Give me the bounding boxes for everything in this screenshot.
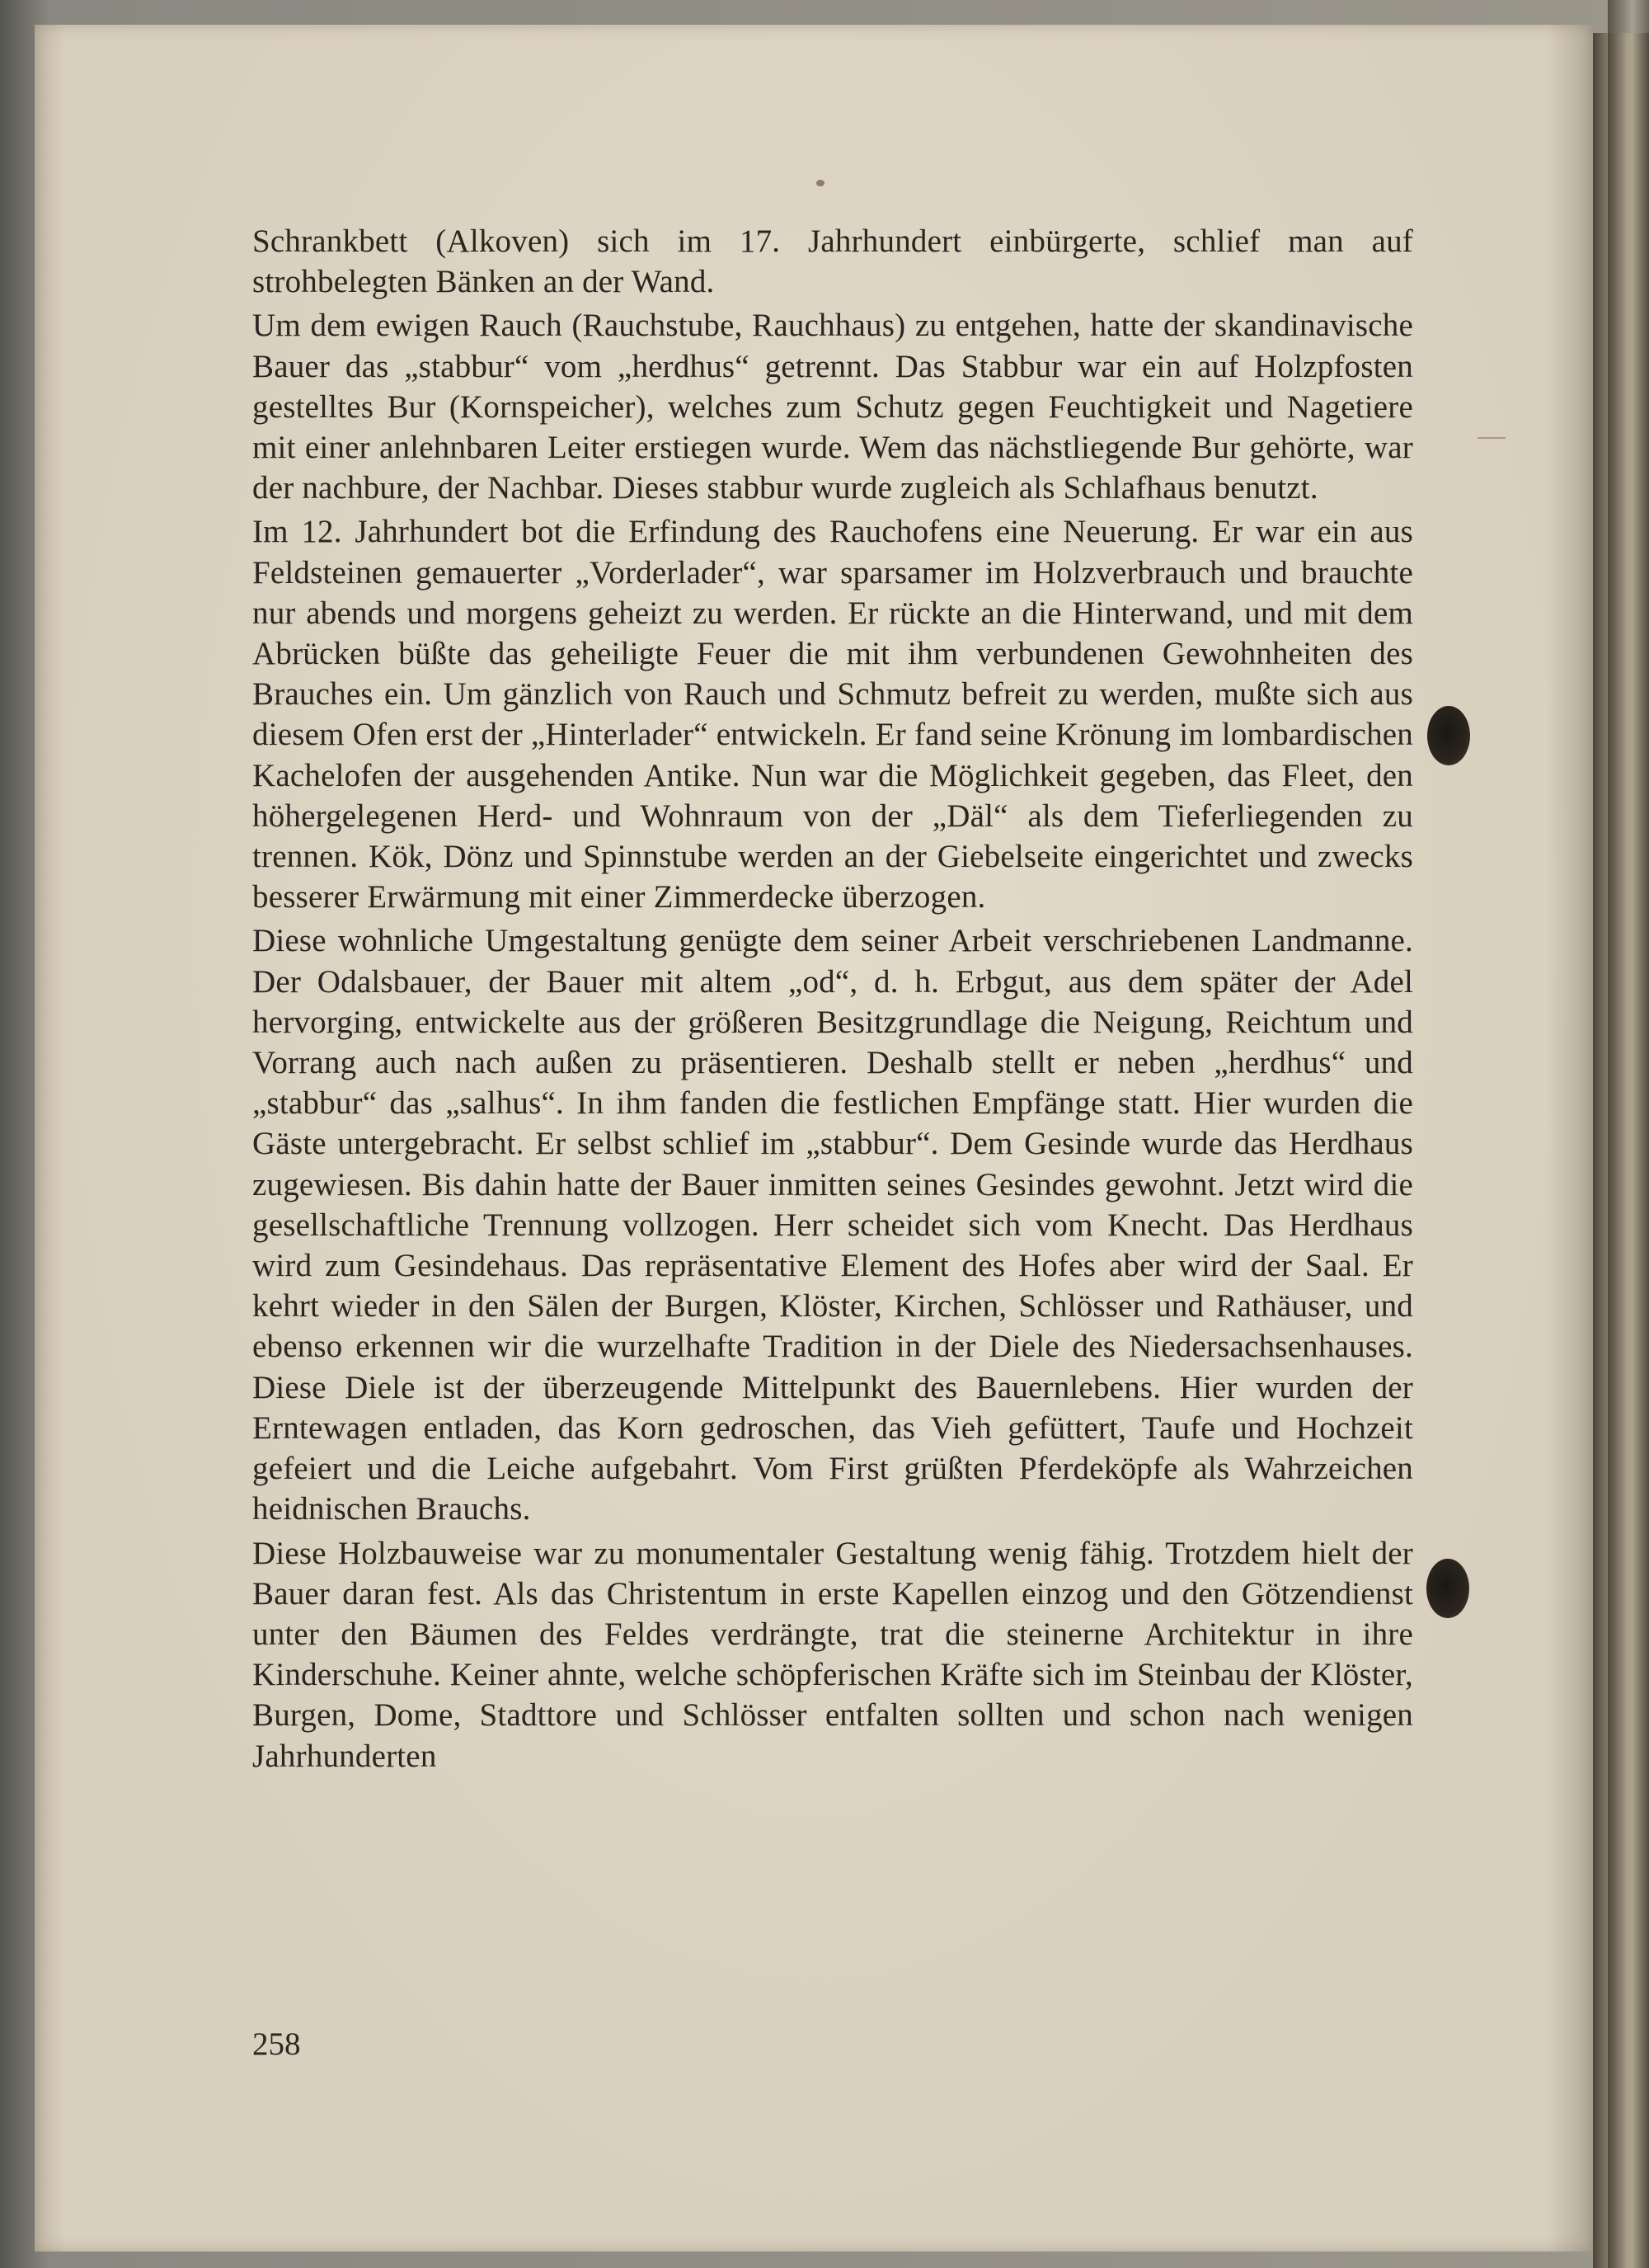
page-number: 258 bbox=[252, 2026, 301, 2062]
paper-speck bbox=[816, 180, 824, 186]
body-text bbox=[252, 221, 1413, 1780]
punch-hole-lower bbox=[1426, 1559, 1469, 1618]
punch-hole-upper bbox=[1427, 706, 1470, 765]
book-spine-edge bbox=[1608, 0, 1649, 2268]
paragraph-5: Diese Holzbauweise war zu monumentaler Gestaltung wenig fähig. Trotzdem hielt der Bauer daran fest. Als das Christentum in erste Kapellen einzog und den Götzendienst unter den Bäumen des Feldes verdrängte, trat die steinerne Architektur in ihre Kinderschuhe. Keiner ahnte, welche schöpferischen Kräfte sich im Steinbau der Klöster, Burgen, Dome, Stadttore und Schlösser entfalten sollten und schon nach wenigen Jahrhunderten bbox=[252, 1535, 1413, 1774]
paragraph-2: Um dem ewigen Rauch (Rauchstube, Rauchhaus) zu entgehen, hatte der skandinavische Bauer das „stabbur“ vom „herdhus“ getrennt. Das Stabbur war ein auf Holzpfosten gestelltes Bur (Kornspeicher), welches zum Schutz gegen Feuchtigkeit und Nagetiere mit einer anlehnbaren Leiter erstiegen wurde. Wem das nächstliegende Bur gehörte, war der nachbure, der Nachbar. Dieses stabbur wurde zugleich als Schlafhaus benutzt. bbox=[252, 308, 1413, 506]
margin-mark bbox=[1478, 437, 1506, 439]
paragraph-4: Diese wohnliche Umgestaltung genügte dem seiner Arbeit verschriebenen Landmanne. Der Odalsbauer, der Bauer mit altem „od“, d. h. Erbgut, aus dem später der Adel hervorging, entwickelte aus der größeren Besitzgrundlage die Neigung, Reichtum und Vorrang auch nach außen zu präsentieren. Deshalb stellt er neben „herdhus“ und „stabbur“ das „salhus“. In ihm fanden die festlichen Empfänge statt. Hier wurden die Gäste untergebracht. Er selbst schlief im „stabbur“. Dem Gesinde wurde das Herdhaus zugewiesen. Bis dahin hatte der Bauer inmitten seines Gesindes gewohnt. Jetzt wird die gesellschaftliche Trennung vollzogen. Herr scheidet sich vom Knecht. Das Herdhaus wird zum Gesindehaus. Das repräsentative Element des Hofes aber wird der Saal. Er kehrt wieder in den Sälen der Burgen, Klöster, Kirchen, Schlösser und Rathäuser, und ebenso erkennen wir die wurzelhafte Tradition in der Diele des Niedersachsenhauses. Diese Diele ist der überzeugende Mittelpunkt des Bauernlebens. Hier wurden der Erntewagen entladen, das Korn gedroschen, das Vieh gefüttert, Taufe und Hochzeit gefeiert und die Leiche aufgebahrt. Vom First grüßten Pferdeköpfe als Wahrzeichen heidnischen Brauchs. bbox=[252, 923, 1413, 1527]
paragraph-1: Schrankbett (Alkoven) sich im 17. Jahrhundert einbürgerte, schlief man auf strohbelegten Bänken an der Wand. bbox=[252, 224, 1413, 300]
paragraph-3: Im 12. Jahrhundert bot die Erfindung des Rauchofens eine Neuerung. Er war ein aus Feldsteinen gemauerter „Vorderlader“, war sparsamer im Holzverbrauch und brauchte nur abends und morgens geheizt zu werden. Er rückte an die Hinterwand, und mit dem Abrücken büßte das geheiligte Feuer die mit ihm verbundenen Gewohnheiten des Brauches ein. Um gänzlich von Rauch und Schmutz befreit zu werden, mußte sich aus diesem Ofen erst der „Hinterlader“ entwickeln. Er fand seine Krönung im lombardischen Kachelofen der ausgehenden Antike. Nun war die Möglichkeit gegeben, das Fleet, den höhergelegenen Herd- und Wohnraum von der „Däl“ als dem Tieferliegenden zu trennen. Kök, Dönz und Spinnstube werden an der Giebelseite eingerichtet und zwecks besserer Erwärmung mit einer Zimmerdecke überzogen. bbox=[252, 514, 1413, 915]
